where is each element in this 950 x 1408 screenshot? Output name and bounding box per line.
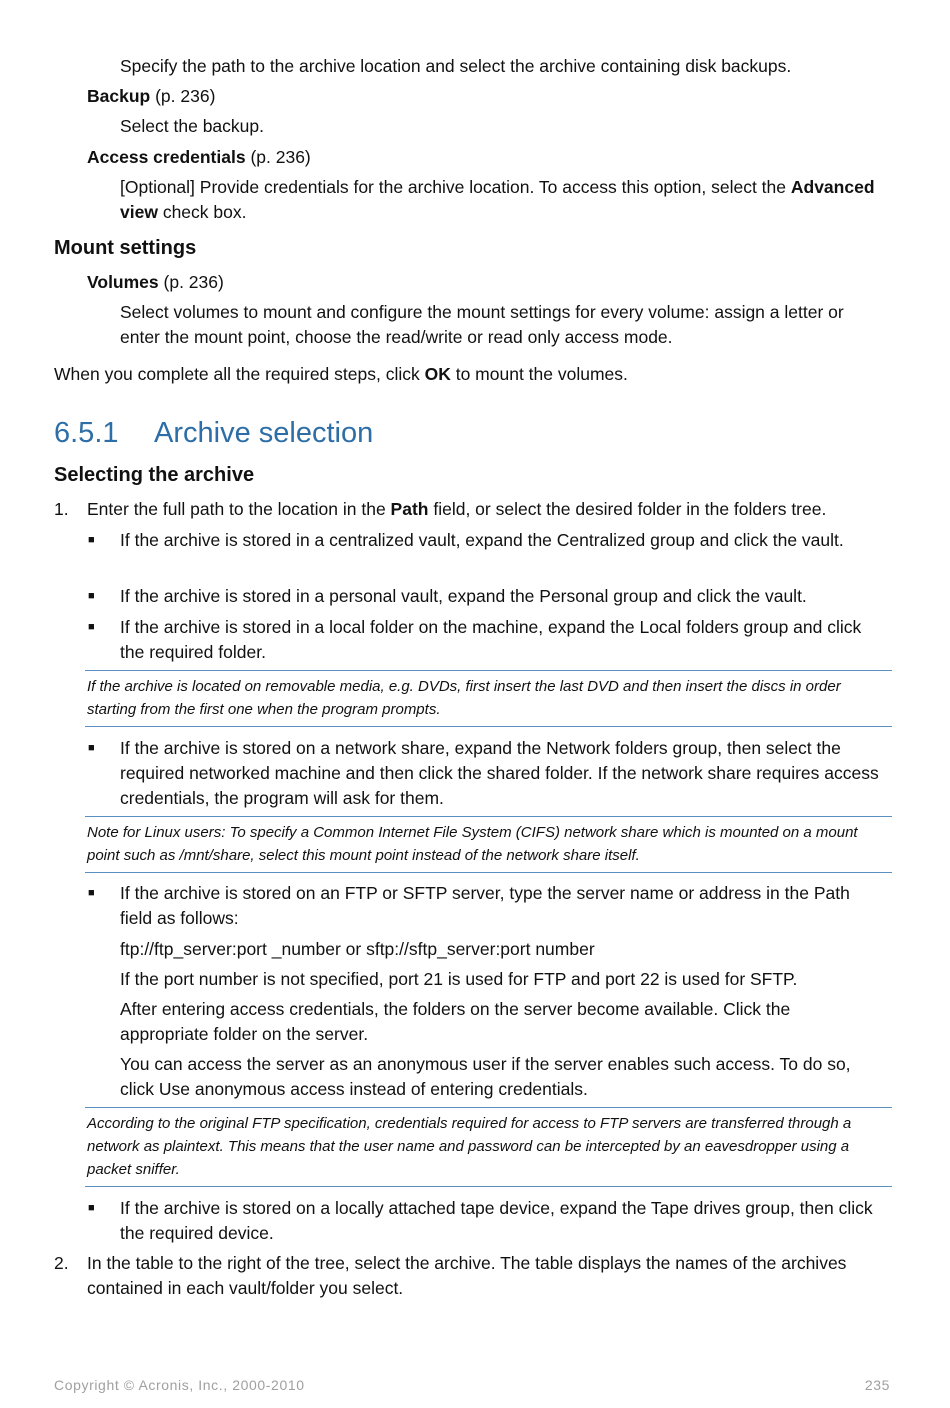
bullet-tape: If the archive is stored on a locally attached tape device, expand the Tape drives group, then click the required device.: [120, 1198, 873, 1243]
ftp-port: If the port number is not specified, port 21 is used for FTP and port 22 is used for SFTP.: [120, 969, 798, 989]
complete-text: When you complete all the required steps, click: [54, 364, 425, 384]
bullet-ftp: If the archive is stored on an FTP or SFTP server, type the server name or address in the Path field as follows:: [120, 883, 850, 928]
credentials-desc-text: [Optional] Provide credentials for the archive location. To access this option, select the: [120, 177, 791, 197]
credentials-description: [120, 175, 882, 225]
volumes-label: Volumes: [87, 272, 159, 292]
bullet-centralized: If the archive is stored in a centralized vault, expand the Centralized group and click the vault.: [120, 530, 844, 550]
volumes-description: Select volumes to mount and configure the mount settings for every volume: assign a letter or enter the mount point, choose the read/write or read only access mode.: [120, 302, 844, 347]
step-2-text: In the table to the right of the tree, select the archive. The table displays the names of the archives contained in each vault/folder you select.: [87, 1253, 847, 1298]
step-1-post: field, or select the desired folder in the folders tree.: [428, 499, 827, 519]
step-1-number: 1.: [54, 499, 69, 519]
step-1-pre: Enter the full path to the location in the: [87, 499, 391, 519]
volumes-item: [87, 270, 890, 295]
backup-item: [87, 84, 890, 109]
path-term: Path: [390, 499, 429, 519]
bullet-marker: ■: [88, 590, 95, 602]
bullet-marker: ■: [88, 887, 95, 899]
bullet-local: If the archive is stored in a local folder on the machine, expand the Local folders group and click the required folder.: [120, 617, 862, 662]
archive-description: Specify the path to the archive location and select the archive containing disk backups.: [120, 56, 792, 76]
note-ftp-security: According to the original FTP specification, credentials required for access to FTP servers are transferred through a network as plaintext. This means that the user name and password can be intercepted by an eavesdropper using a packet sniffer.: [85, 1107, 892, 1187]
bullet-network: If the archive is stored on a network share, expand the Network folders group, then select the required networked machine and then click the shared folder. If the network share requires access credentials, the program will ask for them.: [120, 738, 879, 808]
footer-page-number: 235: [864, 1377, 890, 1393]
note-removable-media: If the archive is located on removable media, e.g. DVDs, first insert the last DVD and then insert the discs in order starting from the first one when the program prompts.: [85, 670, 892, 727]
bullet-marker: ■: [88, 742, 95, 754]
credentials-page-ref: (p. 236): [245, 147, 311, 167]
backup-page-ref: (p. 236): [150, 86, 216, 106]
ftp-format: ftp://ftp_server:port _number or sftp://sftp_server:port number: [120, 939, 595, 959]
bullet-marker: ■: [88, 621, 95, 633]
bullet-marker: ■: [88, 534, 95, 546]
ftp-anonymous: You can access the server as an anonymous user if the server enables such access. To do so, click Use anonymous access instead of entering credentials.: [120, 1054, 851, 1099]
mount-settings-heading: Mount settings: [54, 237, 197, 259]
section-heading: [54, 417, 373, 450]
section-number: 6.5.1: [54, 417, 119, 449]
bullet-marker: ■: [88, 1202, 95, 1214]
footer-copyright: Copyright © Acronis, Inc., 2000-2010: [54, 1377, 305, 1393]
volumes-page-ref: (p. 236): [158, 272, 224, 292]
backup-description: Select the backup.: [120, 116, 264, 136]
credentials-desc-end: check box.: [157, 202, 247, 222]
selecting-archive-heading: Selecting the archive: [54, 464, 255, 486]
credentials-item: [87, 145, 890, 170]
ok-term: OK: [424, 364, 451, 384]
step-1-text: [87, 497, 900, 522]
credentials-label: Access credentials: [87, 147, 246, 167]
step-2-number: 2.: [54, 1253, 69, 1273]
bullet-personal: If the archive is stored in a personal vault, expand the Personal group and click the vault.: [120, 586, 807, 606]
ftp-after-credentials: After entering access credentials, the folders on the server become available. Click the appropriate folder on the server.: [120, 999, 791, 1044]
note-linux: Note for Linux users: To specify a Common Internet File System (CIFS) network share which is mounted on a mount point such as /mnt/share, select this mount point instead of the network share itself.: [85, 816, 892, 873]
complete-instruction: [54, 362, 890, 387]
section-title: Archive selection: [154, 417, 374, 449]
backup-label: Backup: [87, 86, 151, 106]
advanced-view-term: Advanced view: [120, 177, 875, 222]
complete-text-end: to mount the volumes.: [450, 364, 628, 384]
